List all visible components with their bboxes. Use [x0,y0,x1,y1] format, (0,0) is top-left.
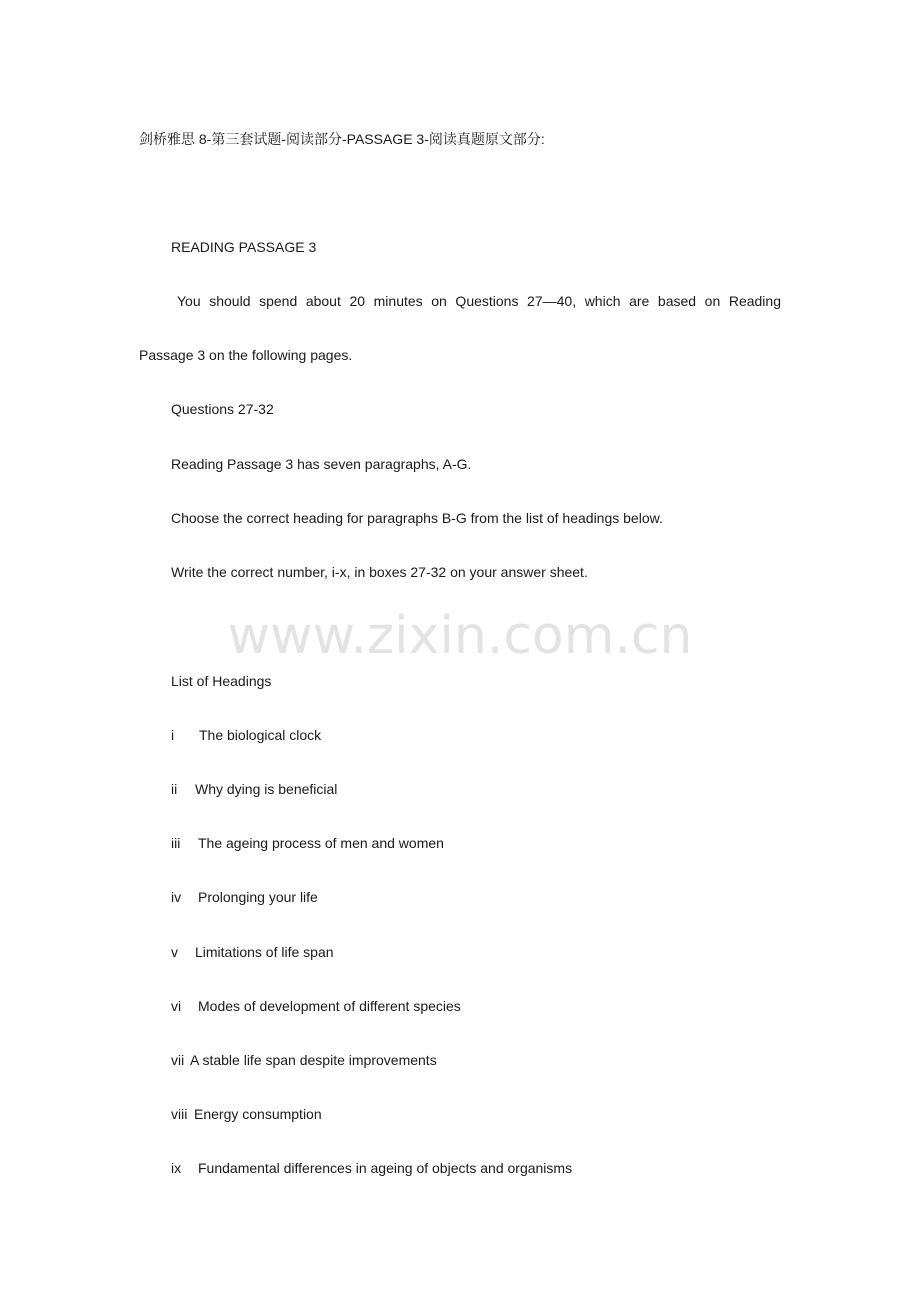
questions-range: Questions 27-32 [171,401,274,417]
heading-text: A stable life span despite improvements [190,1052,437,1068]
heading-text: The ageing process of men and women [198,835,444,851]
instruction-line-2: Passage 3 on the following pages. [139,347,353,363]
heading-number: iv [171,889,182,905]
heading-item [171,887,318,907]
heading-number: i [171,727,175,743]
heading-text: Prolonging your life [198,889,318,905]
heading-text: Energy consumption [194,1106,322,1122]
heading-number: ix [171,1160,182,1176]
heading-number: iii [171,835,181,851]
heading-item [171,1158,572,1178]
heading-number: viii [171,1106,188,1122]
heading-number: vi [171,998,182,1014]
heading-item [171,996,461,1016]
heading-number: vii [171,1052,185,1068]
heading-item [171,779,337,799]
write-instruction: Write the correct number, i-x, in boxes 27-32 on your answer sheet. [171,564,588,580]
heading-item [171,942,334,962]
document-title: 剑桥雅思 8-第三套试题-阅读部分-PASSAGE 3-阅读真题原文部分: [139,131,545,147]
instruction-line-1: You should spend about 20 minutes on Questions 27—40, which are based on Reading [177,293,781,309]
heading-item [171,1104,322,1124]
heading-text: The biological clock [199,727,322,743]
heading-text: Limitations of life span [195,944,334,960]
paragraphs-note: Reading Passage 3 has seven paragraphs, A-G. [171,456,472,472]
heading-item [171,725,321,745]
watermark-text: www.zixin.com.cn [227,606,693,666]
heading-text: Modes of development of different species [198,998,461,1014]
heading-number: ii [171,781,178,797]
heading-number: v [171,944,178,960]
heading-text: Why dying is beneficial [195,781,338,797]
heading-item [171,1050,437,1070]
headings-title: List of Headings [171,673,272,689]
passage-label: READING PASSAGE 3 [171,239,317,255]
choose-instruction: Choose the correct heading for paragraphs B-G from the list of headings below. [171,510,663,526]
heading-item [171,833,444,853]
heading-text: Fundamental differences in ageing of objects and organisms [198,1160,573,1176]
